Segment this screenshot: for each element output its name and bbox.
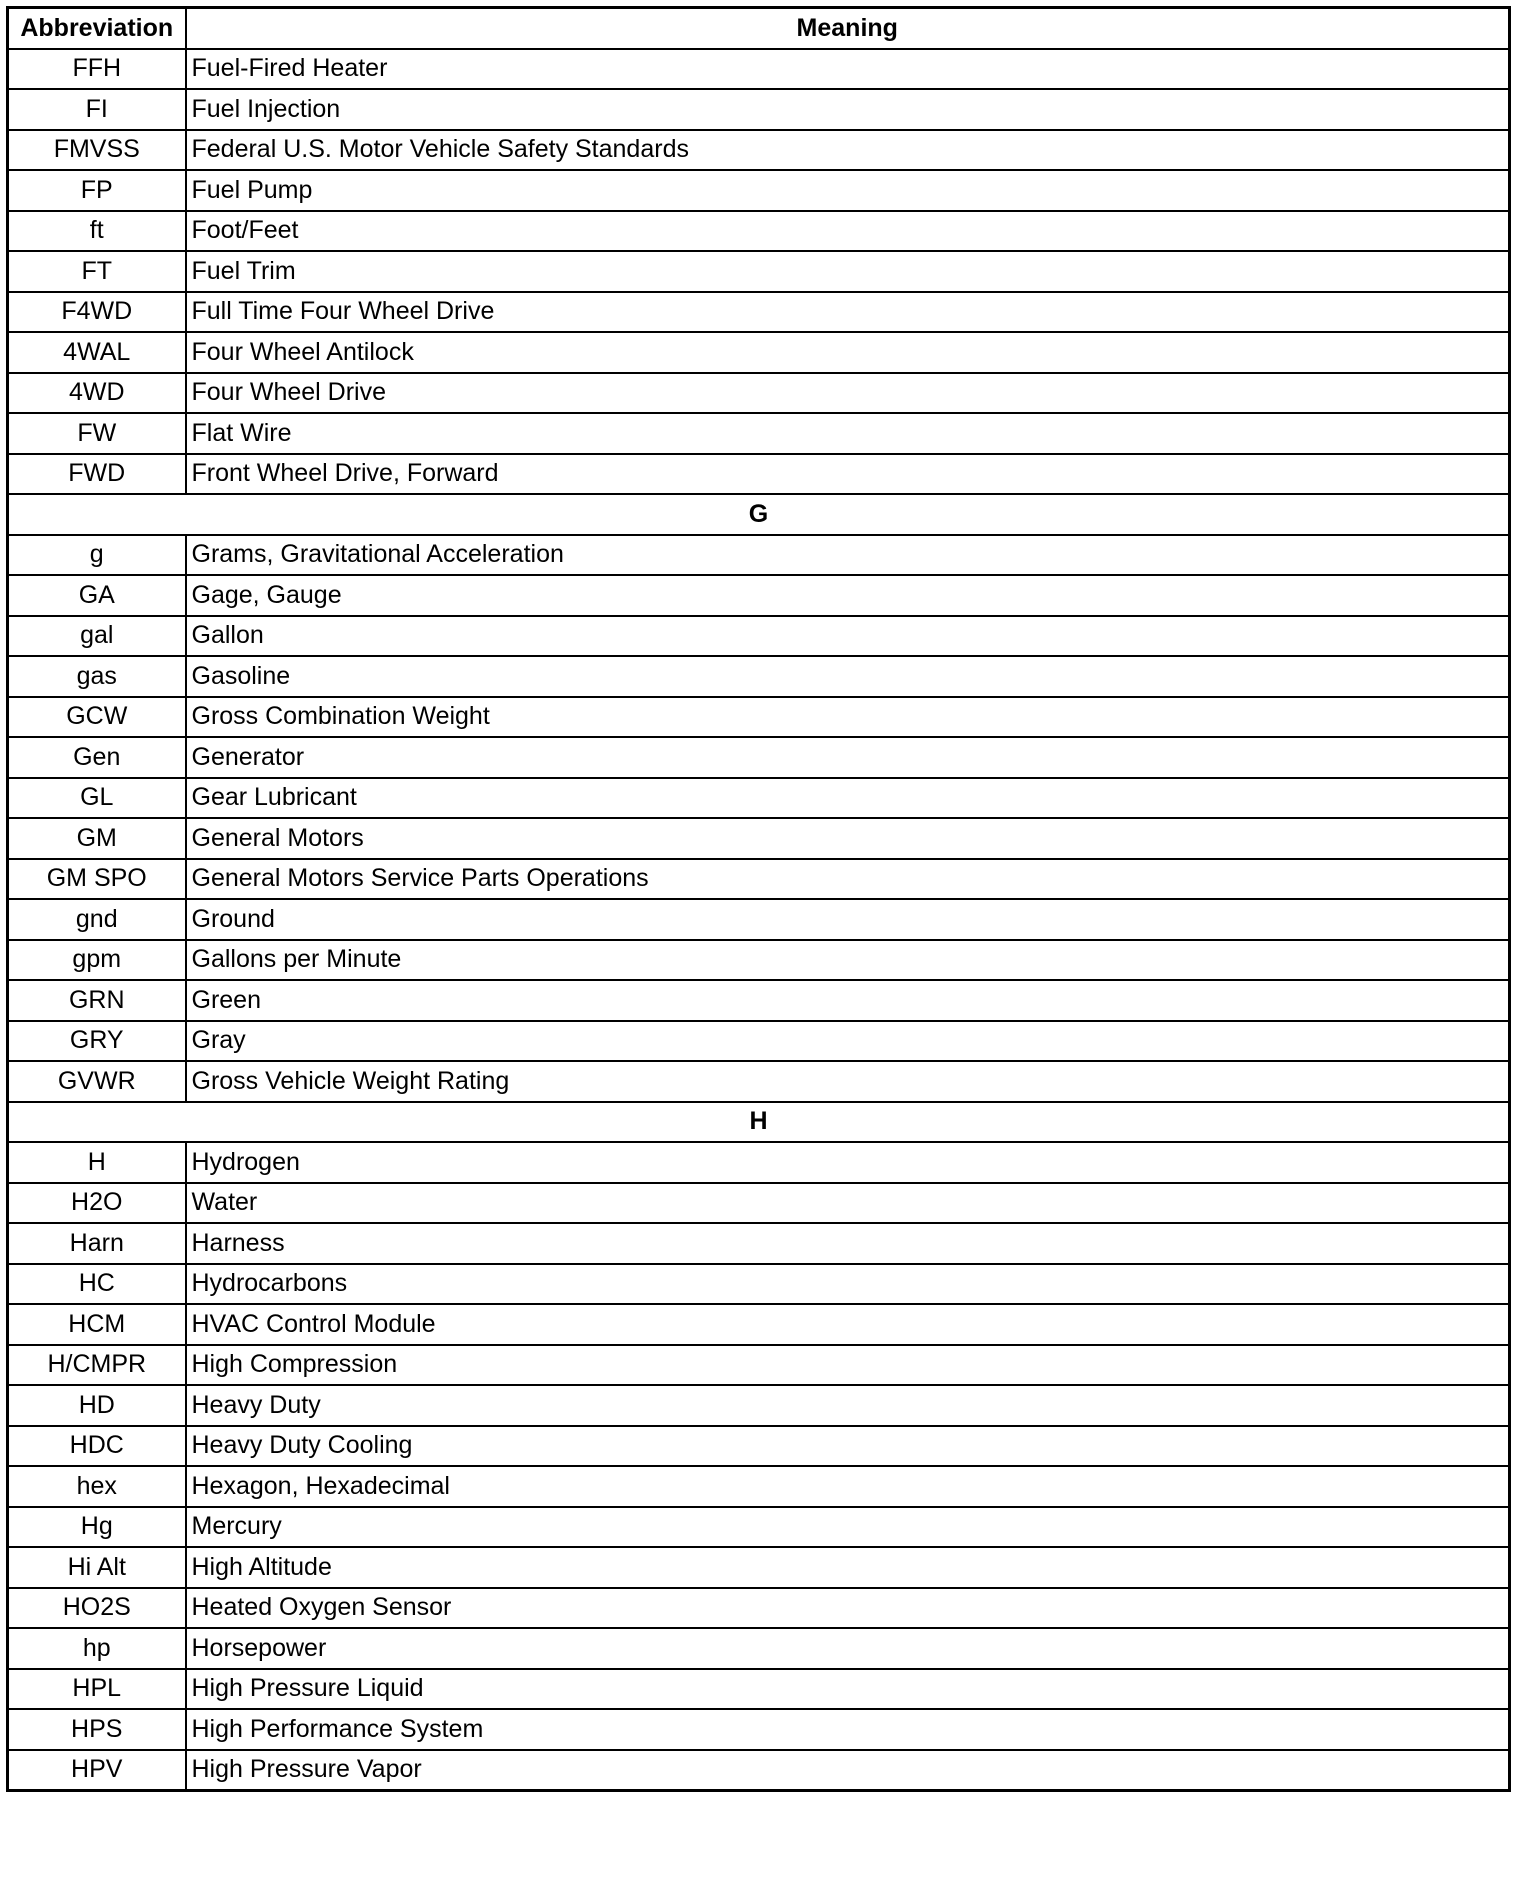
abbreviation-cell: Gen [8, 737, 186, 778]
abbreviation-cell: Hi Alt [8, 1547, 186, 1588]
abbreviation-cell: g [8, 535, 186, 576]
abbreviation-cell: FI [8, 89, 186, 130]
table-row [8, 1588, 1510, 1629]
meaning-cell: Horsepower [186, 1628, 1510, 1669]
table-row [8, 1385, 1510, 1426]
meaning-cell: High Altitude [186, 1547, 1510, 1588]
meaning-cell: Fuel Pump [186, 170, 1510, 211]
table-row [8, 89, 1510, 130]
meaning-cell: Mercury [186, 1507, 1510, 1548]
meaning-cell: Four Wheel Antilock [186, 332, 1510, 373]
meaning-cell: Gasoline [186, 656, 1510, 697]
table-row [8, 1628, 1510, 1669]
table-row [8, 1345, 1510, 1386]
table-row [8, 1021, 1510, 1062]
abbreviation-cell: H2O [8, 1183, 186, 1224]
abbreviation-cell: FMVSS [8, 130, 186, 171]
meaning-cell: Heavy Duty [186, 1385, 1510, 1426]
meaning-cell: High Pressure Vapor [186, 1750, 1510, 1791]
abbreviation-cell: HPV [8, 1750, 186, 1791]
abbreviation-cell: hex [8, 1466, 186, 1507]
abbreviation-cell: FFH [8, 49, 186, 90]
meaning-cell: HVAC Control Module [186, 1304, 1510, 1345]
meaning-cell: Foot/Feet [186, 211, 1510, 252]
meaning-cell: Gallon [186, 616, 1510, 657]
abbreviation-cell: GCW [8, 697, 186, 738]
table-row [8, 332, 1510, 373]
table-row [8, 575, 1510, 616]
table-row [8, 292, 1510, 333]
table-row [8, 899, 1510, 940]
column-header-abbreviation: Abbreviation [8, 8, 186, 49]
table-row [8, 251, 1510, 292]
meaning-cell: Fuel Injection [186, 89, 1510, 130]
table-row [8, 1142, 1510, 1183]
table-row [8, 859, 1510, 900]
table-row [8, 818, 1510, 859]
abbreviation-cell: 4WD [8, 373, 186, 414]
table-row [8, 454, 1510, 495]
table-row [8, 1669, 1510, 1710]
table-row [8, 697, 1510, 738]
abbreviation-cell: FW [8, 413, 186, 454]
table-row [8, 49, 1510, 90]
meaning-cell: Generator [186, 737, 1510, 778]
abbreviation-cell: ft [8, 211, 186, 252]
meaning-cell: Hydrocarbons [186, 1264, 1510, 1305]
table-row [8, 1709, 1510, 1750]
meaning-cell: Fuel Trim [186, 251, 1510, 292]
meaning-cell: Hydrogen [186, 1142, 1510, 1183]
table-row [8, 940, 1510, 981]
abbreviation-cell: gpm [8, 940, 186, 981]
table-row [8, 373, 1510, 414]
abbreviation-cell: GM SPO [8, 859, 186, 900]
table-row [8, 980, 1510, 1021]
abbreviation-cell: GA [8, 575, 186, 616]
abbreviation-cell: GRN [8, 980, 186, 1021]
meaning-cell: High Pressure Liquid [186, 1669, 1510, 1710]
abbreviation-cell: GRY [8, 1021, 186, 1062]
meaning-cell: Gear Lubricant [186, 778, 1510, 819]
table-row [8, 535, 1510, 576]
table-row [8, 211, 1510, 252]
meaning-cell: General Motors [186, 818, 1510, 859]
table-row [8, 778, 1510, 819]
table-row [8, 1183, 1510, 1224]
abbreviation-cell: Hg [8, 1507, 186, 1548]
table-row [8, 737, 1510, 778]
meaning-cell: High Compression [186, 1345, 1510, 1386]
header-row [8, 8, 1510, 49]
abbreviation-cell: FP [8, 170, 186, 211]
meaning-cell: Gray [186, 1021, 1510, 1062]
abbreviation-cell: gnd [8, 899, 186, 940]
meaning-cell: Grams, Gravitational Acceleration [186, 535, 1510, 576]
meaning-cell: Four Wheel Drive [186, 373, 1510, 414]
meaning-cell: High Performance System [186, 1709, 1510, 1750]
abbreviation-cell: hp [8, 1628, 186, 1669]
abbreviation-cell: H/CMPR [8, 1345, 186, 1386]
table-row [8, 656, 1510, 697]
meaning-cell: Full Time Four Wheel Drive [186, 292, 1510, 333]
abbreviation-cell: HPS [8, 1709, 186, 1750]
abbreviation-cell: F4WD [8, 292, 186, 333]
meaning-cell: Flat Wire [186, 413, 1510, 454]
meaning-cell: Water [186, 1183, 1510, 1224]
abbreviation-cell: gas [8, 656, 186, 697]
abbreviation-cell: HDC [8, 1426, 186, 1467]
meaning-cell: Ground [186, 899, 1510, 940]
table-row [8, 1061, 1510, 1102]
abbreviation-cell: gal [8, 616, 186, 657]
abbreviation-cell: HO2S [8, 1588, 186, 1629]
table-row [8, 130, 1510, 171]
meaning-cell: Fuel-Fired Heater [186, 49, 1510, 90]
table-header [8, 8, 1510, 49]
table-row [8, 1223, 1510, 1264]
abbreviation-table [6, 6, 1511, 1792]
table-row [8, 1547, 1510, 1588]
abbreviation-cell: GM [8, 818, 186, 859]
table-row [8, 1507, 1510, 1548]
meaning-cell: Green [186, 980, 1510, 1021]
abbreviation-cell: 4WAL [8, 332, 186, 373]
section-header-row [8, 494, 1510, 535]
section-letter: G [8, 494, 1510, 535]
meaning-cell: Front Wheel Drive, Forward [186, 454, 1510, 495]
section-letter: H [8, 1102, 1510, 1143]
abbreviation-cell: H [8, 1142, 186, 1183]
meaning-cell: General Motors Service Parts Operations [186, 859, 1510, 900]
table-row [8, 1304, 1510, 1345]
table-row [8, 616, 1510, 657]
abbreviation-cell: FWD [8, 454, 186, 495]
table-row [8, 1264, 1510, 1305]
abbreviation-cell: Harn [8, 1223, 186, 1264]
abbreviation-cell: HD [8, 1385, 186, 1426]
meaning-cell: Hexagon, Hexadecimal [186, 1466, 1510, 1507]
meaning-cell: Gage, Gauge [186, 575, 1510, 616]
table-row [8, 1750, 1510, 1791]
abbreviation-cell: GVWR [8, 1061, 186, 1102]
table-row [8, 413, 1510, 454]
table-body [8, 49, 1510, 1791]
meaning-cell: Heavy Duty Cooling [186, 1426, 1510, 1467]
meaning-cell: Gross Vehicle Weight Rating [186, 1061, 1510, 1102]
abbreviation-cell: GL [8, 778, 186, 819]
meaning-cell: Heated Oxygen Sensor [186, 1588, 1510, 1629]
meaning-cell: Gross Combination Weight [186, 697, 1510, 738]
table-row [8, 1426, 1510, 1467]
column-header-meaning: Meaning [186, 8, 1510, 49]
table-row [8, 170, 1510, 211]
table-row [8, 1466, 1510, 1507]
meaning-cell: Harness [186, 1223, 1510, 1264]
abbreviation-cell: HPL [8, 1669, 186, 1710]
abbreviation-cell: HCM [8, 1304, 186, 1345]
abbreviation-cell: FT [8, 251, 186, 292]
meaning-cell: Gallons per Minute [186, 940, 1510, 981]
meaning-cell: Federal U.S. Motor Vehicle Safety Standards [186, 130, 1510, 171]
section-header-row [8, 1102, 1510, 1143]
abbreviation-cell: HC [8, 1264, 186, 1305]
